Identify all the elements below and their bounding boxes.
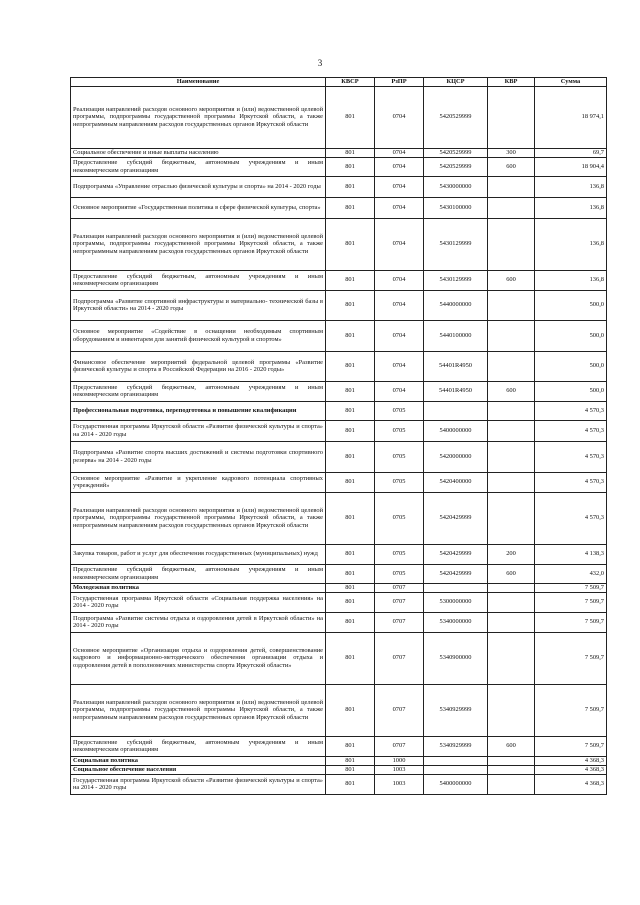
- cell-sum: 18 974,1: [535, 86, 607, 148]
- cell-kvr: [488, 290, 535, 320]
- header-kvsr: КВСР: [326, 78, 375, 87]
- cell-name: Подпрограмма «Управление отраслью физической культуры и спорта» на 2014 - 2020 годы: [71, 176, 326, 197]
- cell-sum: 69,7: [535, 148, 607, 157]
- cell-sum: 4 570,3: [535, 401, 607, 420]
- cell-sum: 500,0: [535, 320, 607, 351]
- cell-kvr: [488, 765, 535, 774]
- cell-kvsr: 801: [326, 765, 375, 774]
- cell-kvr: 200: [488, 544, 535, 564]
- cell-kvr: [488, 592, 535, 612]
- cell-name: Социальное обеспечение населения: [71, 765, 326, 774]
- cell-rzpr: 0704: [375, 381, 424, 401]
- cell-kcsr: 5420529999: [424, 148, 488, 157]
- cell-sum: 136,8: [535, 176, 607, 197]
- cell-rzpr: 0704: [375, 351, 424, 381]
- cell-rzpr: 0704: [375, 176, 424, 197]
- cell-sum: 7 509,7: [535, 612, 607, 632]
- cell-rzpr: 0704: [375, 270, 424, 290]
- cell-sum: 4 368,3: [535, 774, 607, 794]
- table-row: [71, 320, 607, 351]
- cell-rzpr: 0704: [375, 290, 424, 320]
- cell-kvr: 600: [488, 157, 535, 176]
- table-row: [71, 197, 607, 218]
- cell-kvr: [488, 86, 535, 148]
- cell-sum: 18 904,4: [535, 157, 607, 176]
- cell-rzpr: 0705: [375, 492, 424, 544]
- table-row: [71, 774, 607, 794]
- cell-name: Предоставление субсидий бюджетным, автономным учреждениям и иным некоммерческим организациям: [71, 381, 326, 401]
- cell-kcsr: 5340900000: [424, 632, 488, 684]
- cell-sum: 4 570,3: [535, 472, 607, 492]
- cell-name: Реализация направлений расходов основного мероприятия и (или) ведомственной целевой программы, подпрограммы государственной программы Иркутской области, а также непрограммным направлениям расходов государственных органов Иркутской области: [71, 86, 326, 148]
- cell-kvsr: 801: [326, 632, 375, 684]
- cell-kcsr: 5340929999: [424, 736, 488, 756]
- cell-sum: 7 509,7: [535, 632, 607, 684]
- cell-kcsr: 54401R4950: [424, 381, 488, 401]
- table-row: [71, 592, 607, 612]
- cell-rzpr: 0707: [375, 583, 424, 592]
- cell-kcsr: 5400000000: [424, 774, 488, 794]
- cell-kvsr: 801: [326, 270, 375, 290]
- cell-sum: 136,8: [535, 270, 607, 290]
- table-row: [71, 351, 607, 381]
- cell-kcsr: 5430100000: [424, 197, 488, 218]
- cell-sum: 4 138,3: [535, 544, 607, 564]
- cell-kvr: [488, 351, 535, 381]
- cell-sum: 500,0: [535, 351, 607, 381]
- cell-rzpr: 0704: [375, 218, 424, 270]
- cell-sum: 500,0: [535, 290, 607, 320]
- table-row: [71, 441, 607, 472]
- cell-rzpr: 1003: [375, 765, 424, 774]
- cell-kvsr: 801: [326, 157, 375, 176]
- cell-name: Подпрограмма «Развитие спорта высших достижений и системы подготовки спортивного резерва» на 2014 - 2020 годы: [71, 441, 326, 472]
- cell-sum: 4 570,3: [535, 420, 607, 441]
- cell-name: Основное мероприятие «Развитие и укрепление кадрового потенциала спортивных учреждений»: [71, 472, 326, 492]
- cell-kvr: 600: [488, 564, 535, 583]
- cell-kvr: [488, 441, 535, 472]
- cell-kvr: [488, 774, 535, 794]
- cell-kvsr: 801: [326, 86, 375, 148]
- cell-kvr: [488, 492, 535, 544]
- cell-name: Молодежная политика: [71, 583, 326, 592]
- cell-rzpr: 0707: [375, 684, 424, 736]
- cell-kcsr: [424, 756, 488, 765]
- cell-kvr: [488, 420, 535, 441]
- cell-kvr: [488, 320, 535, 351]
- cell-kvr: [488, 684, 535, 736]
- cell-kvr: [488, 472, 535, 492]
- table-row: [71, 86, 607, 148]
- cell-rzpr: 0704: [375, 148, 424, 157]
- cell-kcsr: 5400000000: [424, 420, 488, 441]
- cell-name: Предоставление субсидий бюджетным, автономным учреждениям и иным некоммерческим организациям: [71, 736, 326, 756]
- cell-kcsr: 5430129999: [424, 270, 488, 290]
- cell-kvr: [488, 197, 535, 218]
- cell-kvsr: 801: [326, 544, 375, 564]
- header-name: Наименование: [71, 78, 326, 87]
- table-row: [71, 148, 607, 157]
- cell-sum: 136,8: [535, 218, 607, 270]
- cell-name: Государственная программа Иркутской области «Развитие физической культуры и спорта» на 2014 - 2020 годы: [71, 420, 326, 441]
- table-row: [71, 420, 607, 441]
- cell-kcsr: 5420000000: [424, 441, 488, 472]
- cell-kvr: [488, 756, 535, 765]
- table-row: [71, 736, 607, 756]
- cell-name: Подпрограмма «Развитие спортивной инфраструктуры и материально- технической базы в Иркутской области» на 2014 - 2020 годы: [71, 290, 326, 320]
- cell-kcsr: [424, 401, 488, 420]
- cell-rzpr: 0707: [375, 632, 424, 684]
- page-number: 3: [317, 58, 323, 68]
- cell-name: Основное мероприятие «Организация отдыха и оздоровления детей, совершенствование кадрового и информационно-методического обеспечения организации отдыха и оздоровления детей в пополномочиях министерства спорта Иркутской области»: [71, 632, 326, 684]
- cell-kcsr: 5430000000: [424, 176, 488, 197]
- cell-rzpr: 0707: [375, 592, 424, 612]
- table-body: [71, 86, 607, 794]
- cell-sum: 4 368,3: [535, 756, 607, 765]
- cell-rzpr: 0707: [375, 612, 424, 632]
- cell-kvsr: 801: [326, 351, 375, 381]
- cell-kvr: [488, 612, 535, 632]
- cell-kvsr: 801: [326, 290, 375, 320]
- cell-rzpr: 0705: [375, 544, 424, 564]
- cell-name: Подпрограмма «Развитие системы отдыха и оздоровления детей в Иркутской области» на 2014 - 2020 годы: [71, 612, 326, 632]
- cell-name: Предоставление субсидий бюджетным, автономным учреждениям и иным некоммерческим организациям: [71, 270, 326, 290]
- cell-kcsr: [424, 765, 488, 774]
- cell-name: Реализация направлений расходов основного мероприятия и (или) ведомственной целевой программы, подпрограммы государственной программы Иркутской области, а также непрограммным направлениям расходов государственных органов Иркутской области: [71, 218, 326, 270]
- cell-sum: 500,0: [535, 381, 607, 401]
- cell-rzpr: 0704: [375, 86, 424, 148]
- cell-kvsr: 801: [326, 218, 375, 270]
- cell-kvsr: 801: [326, 472, 375, 492]
- header-kvr: КВР: [488, 78, 535, 87]
- cell-name: Основное мероприятие «Содействие в оснащении необходимым спортивным оборудованием и инвентарем для занятий физической культурой и спортом»: [71, 320, 326, 351]
- cell-kvsr: 801: [326, 612, 375, 632]
- cell-kcsr: 5340000000: [424, 612, 488, 632]
- cell-name: Реализация направлений расходов основного мероприятия и (или) ведомственной целевой программы, подпрограммы государственной программы Иркутской области, а также непрограммным направлениям расходов государственных органов Иркутской области: [71, 492, 326, 544]
- cell-name: Предоставление субсидий бюджетным, автономным учреждениям и иным некоммерческим организациям: [71, 564, 326, 583]
- cell-kvsr: 801: [326, 148, 375, 157]
- cell-kcsr: 5440100000: [424, 320, 488, 351]
- header-rzpr: РзПР: [375, 78, 424, 87]
- cell-kvsr: 801: [326, 401, 375, 420]
- cell-kcsr: 54401R4950: [424, 351, 488, 381]
- table-row: [71, 492, 607, 544]
- cell-name: Государственная программа Иркутской области «Развитие физической культуры и спорта» на 2014 - 2020 годы: [71, 774, 326, 794]
- table-row: [71, 218, 607, 270]
- table-row: [71, 401, 607, 420]
- cell-name: Закупка товаров, работ и услуг для обеспечения государственных (муниципальных) нужд: [71, 544, 326, 564]
- cell-kvsr: 801: [326, 381, 375, 401]
- table-row: [71, 290, 607, 320]
- cell-name: Финансовое обеспечение мероприятий федеральной целевой программы «Развитие физической культуры и спорта в Российской Федерации на 2016 - 2020 годы»: [71, 351, 326, 381]
- table-row: [71, 176, 607, 197]
- table-row: [71, 564, 607, 583]
- table-row: [71, 756, 607, 765]
- cell-name: Основное мероприятие «Государственная политика в сфере физической культуры, спорта»: [71, 197, 326, 218]
- header-sum: Сумма: [535, 78, 607, 87]
- cell-kvr: 600: [488, 381, 535, 401]
- cell-kvsr: 801: [326, 564, 375, 583]
- cell-kcsr: [424, 583, 488, 592]
- cell-kcsr: 5300000000: [424, 592, 488, 612]
- cell-kcsr: 5440000000: [424, 290, 488, 320]
- cell-kvr: 600: [488, 270, 535, 290]
- cell-kvr: [488, 583, 535, 592]
- cell-sum: 7 509,7: [535, 592, 607, 612]
- cell-rzpr: 1003: [375, 774, 424, 794]
- cell-sum: 4 368,3: [535, 765, 607, 774]
- cell-rzpr: 0704: [375, 197, 424, 218]
- cell-kvsr: 801: [326, 736, 375, 756]
- cell-kcsr: 5420529999: [424, 86, 488, 148]
- cell-kvr: 600: [488, 736, 535, 756]
- cell-sum: 7 509,7: [535, 583, 607, 592]
- cell-kcsr: 5420429999: [424, 564, 488, 583]
- table-row: [71, 684, 607, 736]
- table-row: [71, 765, 607, 774]
- cell-kvr: [488, 632, 535, 684]
- table-row: [71, 270, 607, 290]
- cell-sum: 432,0: [535, 564, 607, 583]
- cell-rzpr: 0705: [375, 472, 424, 492]
- cell-kvsr: 801: [326, 583, 375, 592]
- header-kcsr: КЦСР: [424, 78, 488, 87]
- cell-kvsr: 801: [326, 420, 375, 441]
- cell-kcsr: 5340929999: [424, 684, 488, 736]
- table-row: [71, 612, 607, 632]
- cell-sum: 7 509,7: [535, 736, 607, 756]
- cell-kvsr: 801: [326, 320, 375, 351]
- cell-rzpr: 0705: [375, 564, 424, 583]
- cell-kvr: [488, 218, 535, 270]
- cell-sum: 136,8: [535, 197, 607, 218]
- table-row: [71, 157, 607, 176]
- cell-sum: 4 570,3: [535, 441, 607, 472]
- cell-rzpr: 0707: [375, 736, 424, 756]
- cell-kvsr: 801: [326, 176, 375, 197]
- cell-name: Реализация направлений расходов основного мероприятия и (или) ведомственной целевой программы, подпрограммы государственной программы Иркутской области, а также непрограммным направлениям расходов государственных органов Иркутской области: [71, 684, 326, 736]
- cell-kcsr: 5420429999: [424, 492, 488, 544]
- cell-rzpr: 1000: [375, 756, 424, 765]
- cell-kvr: [488, 176, 535, 197]
- cell-kvsr: 801: [326, 756, 375, 765]
- cell-kvsr: 801: [326, 774, 375, 794]
- cell-name: Социальное обеспечение и иные выплаты населению: [71, 148, 326, 157]
- table-row: [71, 381, 607, 401]
- budget-table: [70, 77, 607, 795]
- cell-kcsr: 5430129999: [424, 218, 488, 270]
- cell-kvr: [488, 401, 535, 420]
- cell-rzpr: 0705: [375, 441, 424, 472]
- cell-name: Государственная программа Иркутской области «Социальная поддержка населения» на 2014 - 2020 годы: [71, 592, 326, 612]
- cell-name: Социальная политика: [71, 756, 326, 765]
- table-row: [71, 472, 607, 492]
- cell-kcsr: 5420529999: [424, 157, 488, 176]
- cell-kvsr: 801: [326, 492, 375, 544]
- cell-sum: 4 570,3: [535, 492, 607, 544]
- cell-kvsr: 801: [326, 684, 375, 736]
- cell-kvsr: 801: [326, 197, 375, 218]
- cell-kvsr: 801: [326, 592, 375, 612]
- cell-rzpr: 0705: [375, 401, 424, 420]
- cell-kcsr: 5420429999: [424, 544, 488, 564]
- cell-rzpr: 0704: [375, 157, 424, 176]
- cell-name: Предоставление субсидий бюджетным, автономным учреждениям и иным некоммерческим организациям: [71, 157, 326, 176]
- cell-name: Профессиональная подготовка, переподготовка и повышение квалификации: [71, 401, 326, 420]
- cell-rzpr: 0705: [375, 420, 424, 441]
- table-row: [71, 632, 607, 684]
- cell-kvr: 300: [488, 148, 535, 157]
- table-row: [71, 544, 607, 564]
- cell-rzpr: 0704: [375, 320, 424, 351]
- cell-kvsr: 801: [326, 441, 375, 472]
- cell-kcsr: 5420400000: [424, 472, 488, 492]
- cell-sum: 7 509,7: [535, 684, 607, 736]
- table-row: [71, 583, 607, 592]
- table-header-row: [71, 78, 607, 87]
